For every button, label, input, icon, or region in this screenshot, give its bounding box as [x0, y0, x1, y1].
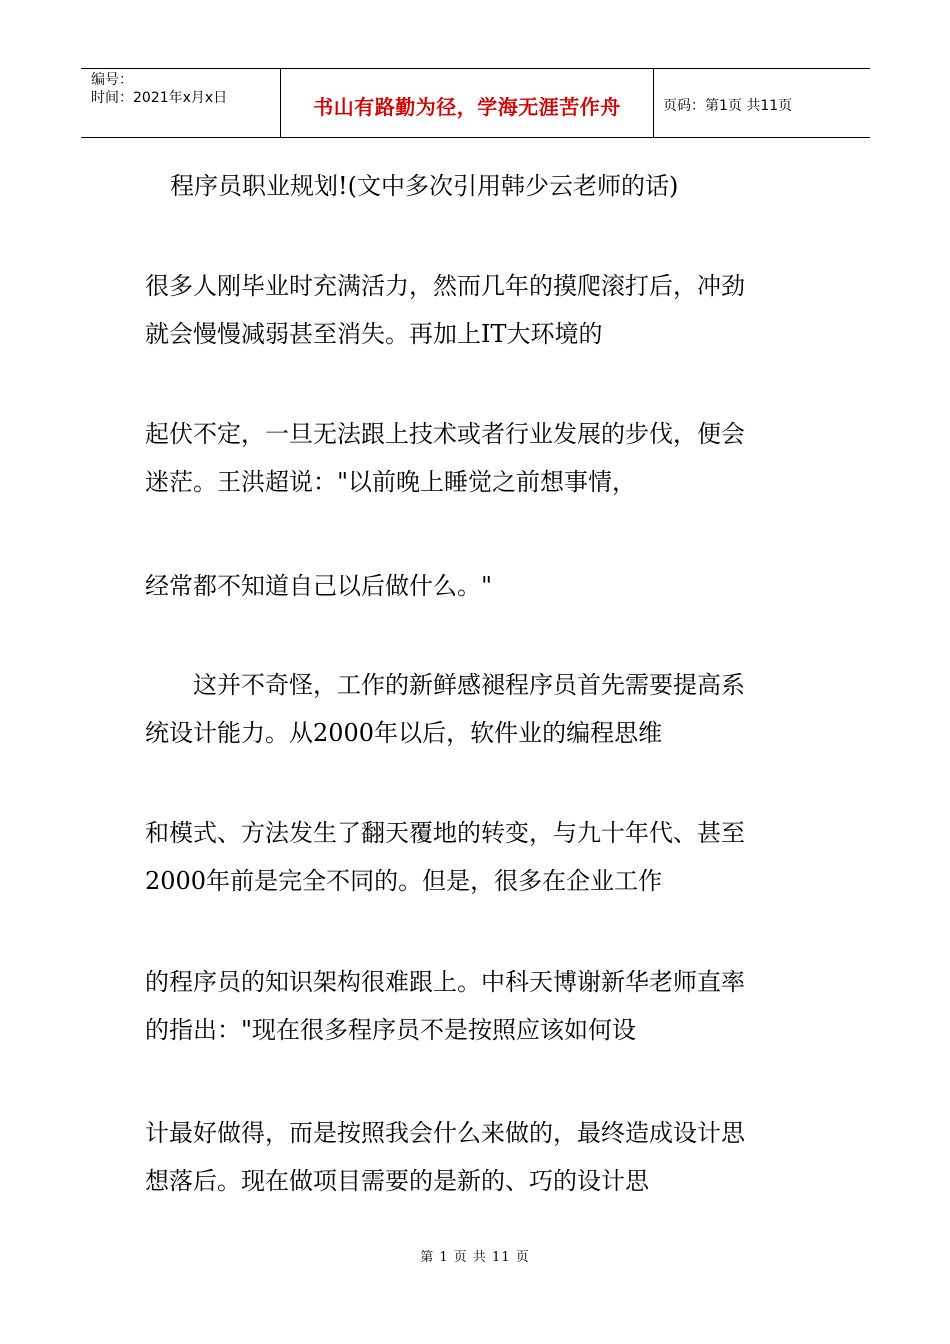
text-line: 的程序员的知识架构很难跟上。中科天博谢新华老师直率	[145, 968, 745, 996]
text-line: 计最好做得，而是按照我会什么来做的，最终造成设计思	[145, 1119, 745, 1147]
text-line: 就会慢慢减弱甚至消失。再加上IT大环境的	[145, 320, 603, 348]
paragraph	[145, 410, 815, 506]
paragraph	[145, 562, 815, 610]
text-line: 2000年前是完全不同的。但是，很多在企业工作	[145, 867, 663, 895]
document-title: 程序员职业规划!(文中多次引用韩少云老师的话)	[170, 172, 679, 200]
page-footer: 第 1 页 共 11 页	[420, 1250, 530, 1265]
header-page-info: 页码：第1页 共11页	[663, 98, 793, 114]
paragraph	[145, 262, 815, 358]
text-line: 的指出："现在很多程序员不是按照应该如何设	[145, 1016, 637, 1044]
document-time-label: 时间：2021年x月x日	[91, 90, 228, 106]
text-line: 想落后。现在做项目需要的是新的、巧的设计思	[145, 1167, 649, 1195]
page-header	[81, 68, 870, 138]
document-number-label: 编号：	[91, 72, 133, 88]
paragraph	[145, 1109, 815, 1205]
paragraph	[145, 661, 815, 757]
text-line: 很多人刚毕业时充满活力，然而几年的摸爬滚打后，冲劲	[145, 272, 745, 300]
text-line: 这并不奇怪，工作的新鲜感褪程序员首先需要提高系	[145, 671, 745, 699]
header-meta	[81, 69, 281, 137]
header-motto: 书山有路勤为径，学海无涯苦作舟	[281, 69, 654, 137]
text-line: 起伏不定，一旦无法跟上技术或者行业发展的步伐，便会	[145, 420, 745, 448]
paragraph	[145, 958, 815, 1054]
text-line: 和模式、方法发生了翻天覆地的转变，与九十年代、甚至	[145, 819, 745, 847]
text-line: 迷茫。王洪超说："以前晚上睡觉之前想事情，	[145, 468, 637, 496]
text-line: 统设计能力。从2000年以后，软件业的编程思维	[145, 719, 663, 747]
paragraph	[145, 809, 815, 905]
text-line: 经常都不知道自己以后做什么。"	[145, 572, 493, 600]
